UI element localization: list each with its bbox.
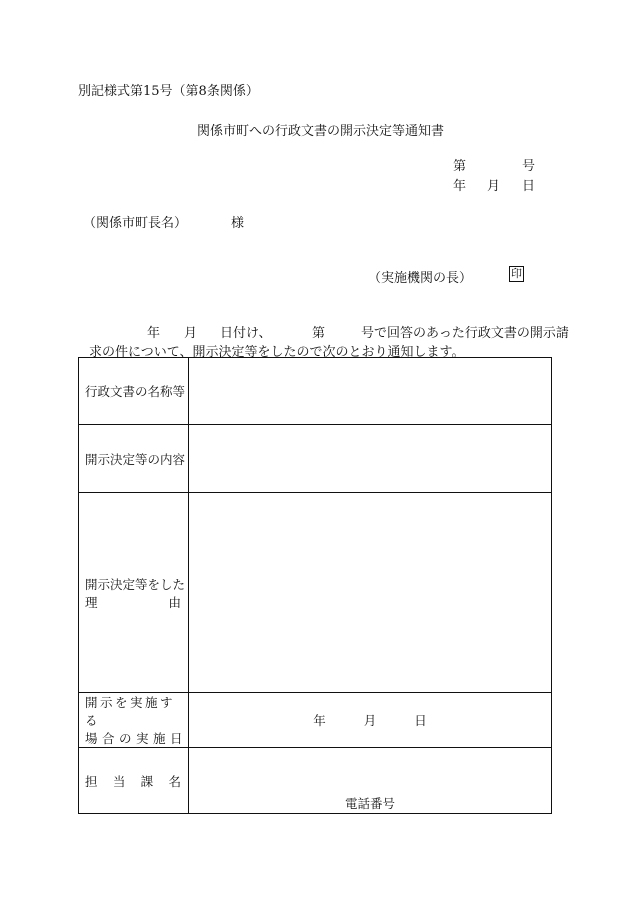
row-decision-content (79, 425, 552, 493)
body-month: 月 (184, 326, 198, 341)
label-department (79, 748, 189, 814)
label-reason (79, 493, 189, 693)
label-reason-ri: 理 (85, 594, 98, 610)
value-reason (189, 493, 552, 693)
date-month: 月 (487, 179, 501, 194)
row-department (79, 748, 552, 814)
body-year: 年 (147, 326, 161, 341)
label-implementation (79, 693, 189, 748)
label-impl-line2: 場合の実施日 (85, 731, 188, 746)
label-document-name: 行政文書の名称等 (79, 358, 189, 425)
value-document-name (189, 358, 552, 425)
seal-mark (509, 266, 524, 282)
document-title: 関係市町への行政文書の開示決定等通知書 (197, 124, 445, 139)
form-number: 別記様式第15号（第8条関係） (78, 84, 259, 99)
addressee-name: （関係市町長名） (83, 216, 188, 231)
ref-go: 号 (522, 159, 536, 174)
body-dai: 第 (312, 326, 326, 341)
tanto-char-1: 担 (85, 773, 98, 789)
body-line2: 求の件について、開示決定等をしたので次のとおり通知します。 (89, 345, 465, 360)
label-impl-line1: 開示を実施する (85, 695, 176, 728)
addressee-honorific: 様 (231, 216, 245, 231)
label-department-chars (85, 772, 181, 790)
date-day: 日 (522, 179, 536, 194)
body-line1-rest: 号で回答のあった行政文書の開示請 (361, 326, 569, 341)
tanto-char-2: 当 (112, 773, 126, 789)
tanto-char-3: 課 (140, 773, 154, 789)
body-dated: 日付け、 (220, 326, 272, 341)
row-document-name (79, 358, 552, 425)
label-reason-yu: 由 (168, 594, 181, 610)
row-reason (79, 493, 552, 693)
row-implementation-date (79, 693, 552, 748)
impl-month: 月 (363, 713, 377, 728)
value-decision-content (189, 425, 552, 493)
label-reason-line1: 開示決定等をした (85, 576, 186, 592)
ref-dai: 第 (453, 159, 467, 174)
tanto-char-4: 名 (168, 773, 181, 789)
value-department (189, 748, 552, 814)
label-reason-line2 (85, 593, 181, 611)
seal-box: 印 (511, 267, 522, 280)
sender-name: （実施機関の長） (368, 271, 473, 286)
value-implementation-date (189, 693, 552, 748)
date-year: 年 (453, 179, 467, 194)
phone-label: 電話番号 (344, 796, 395, 811)
notification-table (78, 357, 552, 814)
label-decision-content: 開示決定等の内容 (79, 425, 189, 493)
impl-day: 日 (414, 713, 427, 728)
impl-year: 年 (313, 713, 326, 728)
